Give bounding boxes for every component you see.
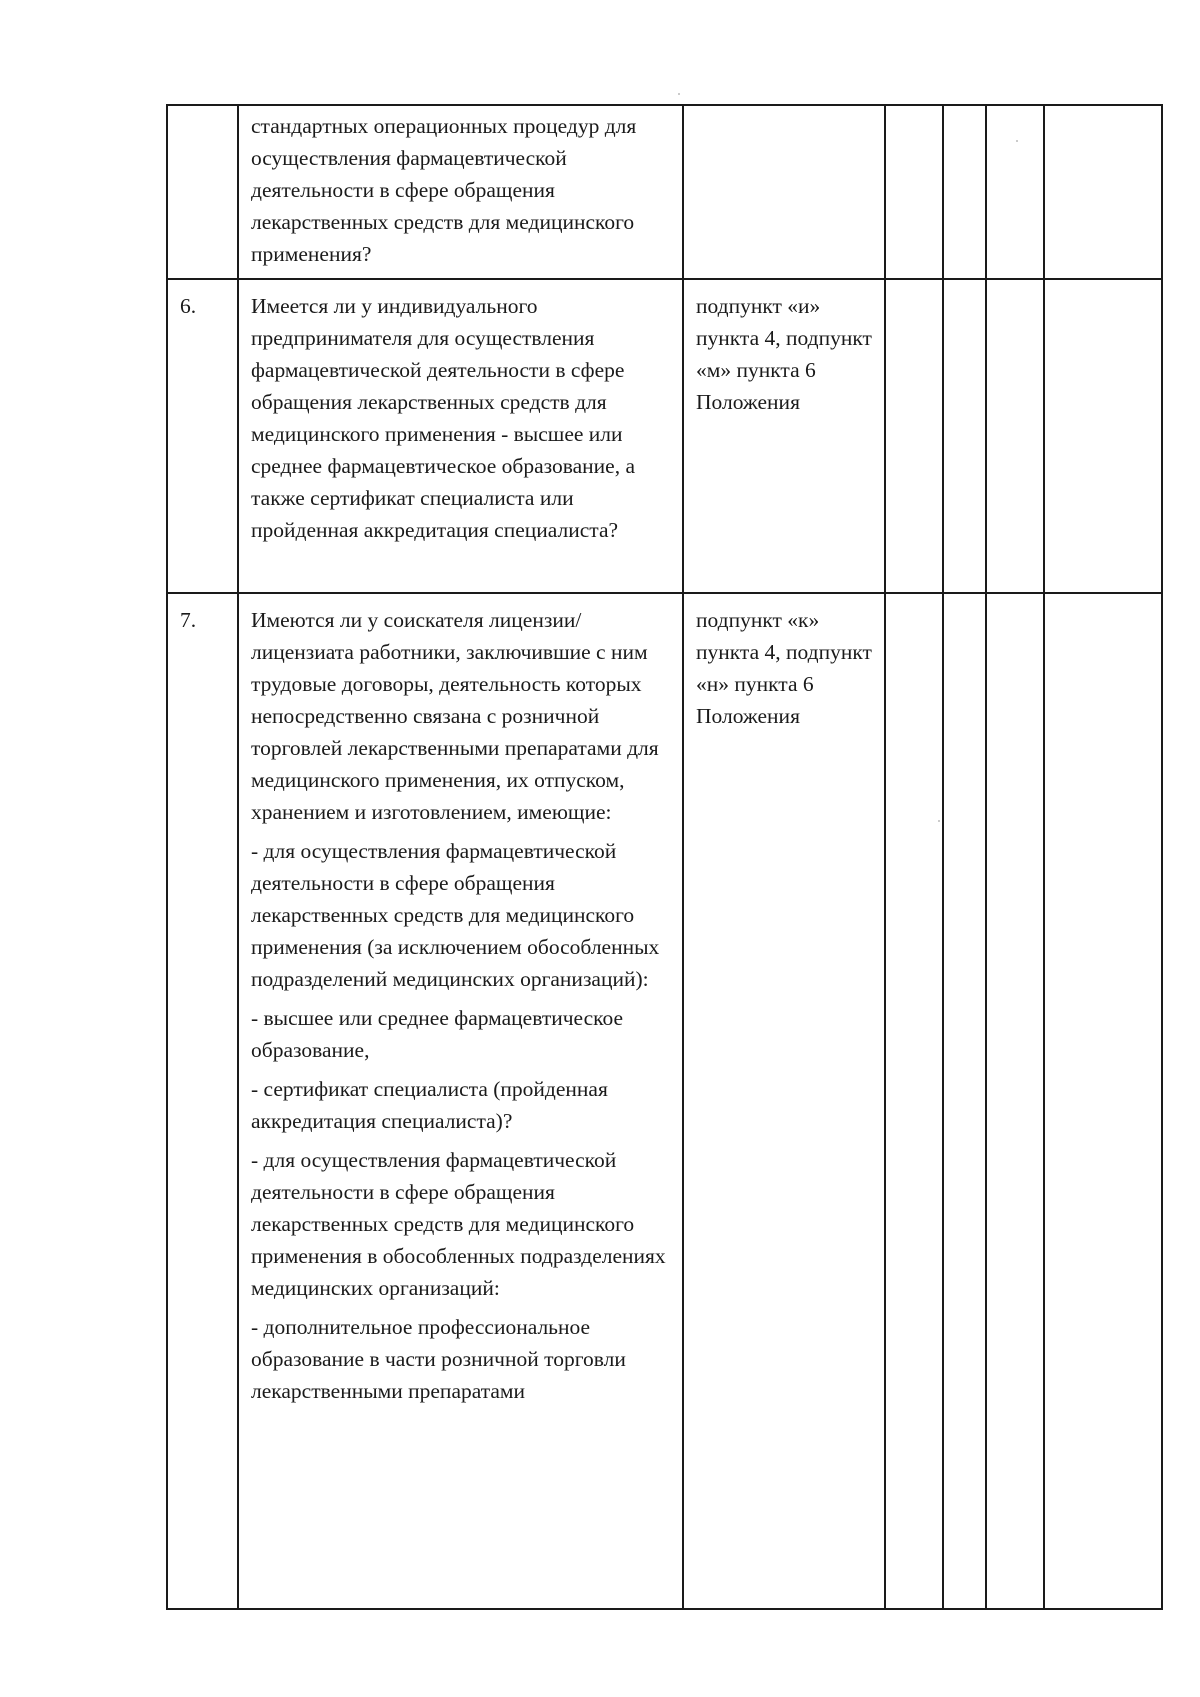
question-paragraph: Имеется ли у индивидуального предпринимателя для осуществления фармацевтической деятельности в сфере обращения лекарственных средств для медицинского применения - высшее или среднее фармацевтическое образование, а также сертификат специалиста или пройденная аккредитация специалиста? [251, 294, 635, 542]
question-paragraph: - для осуществления фармацевтической деятельности в сфере обращения лекарственных средств для медицинского применения (за исключением обособленных подразделений медицинских организаций): [251, 839, 660, 991]
reference-cell: подпункт «к» пункта 4, подпункт «н» пункта 6 Положения [683, 593, 885, 1609]
question-paragraph: - высшее или среднее фармацевтическое образование, [251, 1006, 624, 1062]
answer-cell-na[interactable] [986, 593, 1044, 1609]
answer-cell-no[interactable] [943, 279, 986, 593]
reference-cell: подпункт «и» пункта 4, подпункт «м» пункта 6 Положения [683, 279, 885, 593]
answer-cell-na[interactable] [986, 105, 1044, 279]
table-row [167, 105, 1162, 279]
row-number: 7. [167, 593, 238, 1609]
question-paragraph: стандартных операционных процедур для осуществления фармацевтической деятельности в сфере обращения лекарственных средств для медицинского применения? [251, 114, 637, 266]
answer-cell-yes[interactable] [885, 279, 943, 593]
notes-cell[interactable] [1044, 593, 1162, 1609]
question-paragraph: - для осуществления фармацевтической деятельности в сфере обращения лекарственных средств для медицинского применения в обособленных подразделениях медицинских организаций: [251, 1148, 666, 1300]
table-row [167, 593, 1162, 1609]
answer-cell-yes[interactable] [885, 105, 943, 279]
table-row [167, 279, 1162, 593]
answer-cell-no[interactable] [943, 105, 986, 279]
notes-cell[interactable] [1044, 279, 1162, 593]
row-number [167, 105, 238, 279]
question-paragraph: Имеются ли у соискателя лицензии/лицензиата работники, заключившие с ним трудовые договоры, деятельность которых непосредственно связана с розничной торговлей лекарственными препаратами для медицинского применения, их отпуском, хранением и изготовлением, имеющие: [251, 608, 659, 824]
reference-cell [683, 105, 885, 279]
notes-cell[interactable] [1044, 105, 1162, 279]
scan-speck [678, 93, 680, 95]
answer-cell-no[interactable] [943, 593, 986, 1609]
question-cell [238, 593, 683, 1609]
question-paragraph: - сертификат специалиста (пройденная аккредитация специалиста)? [251, 1077, 608, 1133]
question-paragraph: - дополнительное профессиональное образование в части розничной торговли лекарственными препаратами [251, 1315, 626, 1403]
question-cell [238, 105, 683, 279]
answer-cell-yes[interactable] [885, 593, 943, 1609]
question-cell [238, 279, 683, 593]
answer-cell-na[interactable] [986, 279, 1044, 593]
checklist-table [166, 104, 1163, 1610]
row-number: 6. [167, 279, 238, 593]
